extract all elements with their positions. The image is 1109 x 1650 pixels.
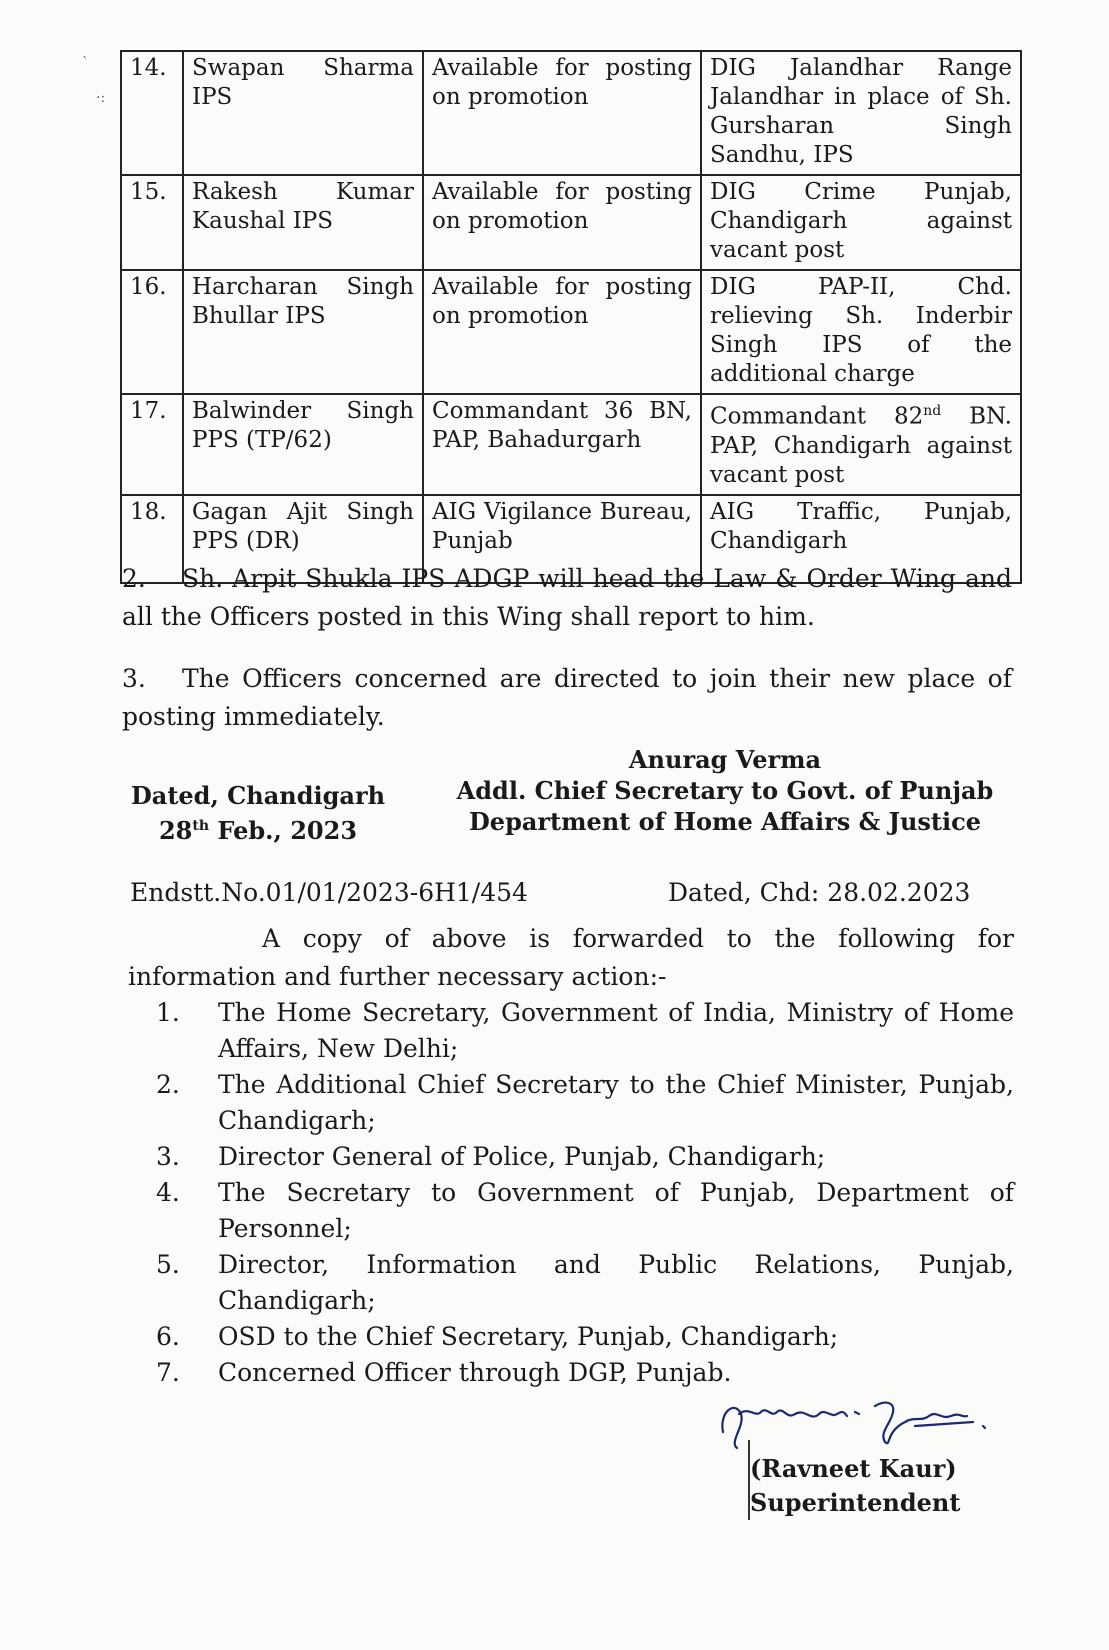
paragraph-number: 3. bbox=[122, 664, 146, 693]
recipient-list bbox=[128, 995, 1014, 1391]
table-row bbox=[121, 175, 1021, 270]
current-posting-cell: Available for posting on promotion bbox=[423, 270, 701, 394]
signatory-name: Anurag Verma bbox=[628, 745, 822, 774]
list-item-text: The Additional Chief Secretary to the Chief Minister, Punjab, Chandigarh; bbox=[218, 1070, 1014, 1135]
serial-number-cell: 15. bbox=[121, 175, 183, 270]
serial-number-cell: 18. bbox=[121, 495, 183, 583]
list-item bbox=[128, 1319, 1014, 1355]
officer-name-cell: Rakesh Kumar Kaushal IPS bbox=[183, 175, 423, 270]
table-row bbox=[121, 51, 1021, 175]
paragraph-text: The Officers concerned are directed to join their new place of posting immediately. bbox=[122, 664, 1012, 731]
serial-number-cell: 14. bbox=[121, 51, 183, 175]
scan-mark: ·: bbox=[96, 90, 106, 106]
paragraph-3 bbox=[122, 660, 1012, 736]
postings-table bbox=[120, 50, 1022, 584]
scan-mark: ` bbox=[82, 55, 89, 71]
superintendent-title: Superintendent bbox=[750, 1488, 961, 1517]
signatory-block bbox=[430, 744, 1020, 837]
list-item-number: 7. bbox=[156, 1358, 180, 1387]
list-item-number: 4. bbox=[156, 1178, 180, 1207]
dated-place: Dated, Chandigarh bbox=[130, 781, 386, 810]
list-item-number: 3. bbox=[156, 1142, 180, 1171]
list-item-number: 1. bbox=[156, 998, 180, 1027]
list-item-number: 2. bbox=[156, 1070, 180, 1099]
endorsement-date: Dated, Chd: 28.02.2023 bbox=[668, 878, 971, 907]
current-posting-cell: Commandant 36 BN, PAP, Bahadurgarh bbox=[423, 394, 701, 495]
list-item bbox=[128, 1247, 1014, 1319]
list-item bbox=[128, 1067, 1014, 1139]
table-row bbox=[121, 270, 1021, 394]
copy-forward-text: A copy of above is forwarded to the following for information and further necessary action:- bbox=[128, 924, 1014, 991]
handwritten-signature bbox=[715, 1392, 1015, 1452]
list-item-text: Concerned Officer through DGP, Punjab. bbox=[218, 1358, 732, 1387]
list-item-text: OSD to the Chief Secretary, Punjab, Chandigarh; bbox=[218, 1322, 839, 1351]
list-item-number: 6. bbox=[156, 1322, 180, 1351]
superintendent-name: (Ravneet Kaur) bbox=[750, 1454, 957, 1483]
list-item-text: The Home Secretary, Government of India, Ministry of Home Affairs, New Delhi; bbox=[218, 998, 1014, 1063]
dated-date: 28th Feb., 2023 bbox=[158, 816, 358, 845]
new-posting-cell: DIG Crime Punjab, Chandigarh against vacant post bbox=[701, 175, 1021, 270]
list-item-text: Director, Information and Public Relations, Punjab, Chandigarh; bbox=[218, 1250, 1014, 1315]
dated-block bbox=[128, 780, 388, 846]
list-item-number: 5. bbox=[156, 1250, 180, 1279]
superintendent-block bbox=[750, 1452, 960, 1520]
signatory-department: Department of Home Affairs & Justice bbox=[468, 807, 981, 836]
list-item bbox=[128, 995, 1014, 1067]
officer-name-cell: Harcharan Singh Bhullar IPS bbox=[183, 270, 423, 394]
current-posting-cell: AIG Vigilance Bureau, Punjab bbox=[423, 495, 701, 583]
new-posting-cell: DIG Jalandhar Range Jalandhar in place of Sh. Gursharan Singh Sandhu, IPS bbox=[701, 51, 1021, 175]
current-posting-cell: Available for posting on promotion bbox=[423, 51, 701, 175]
list-item bbox=[128, 1139, 1014, 1175]
signatory-designation: Addl. Chief Secretary to Govt. of Punjab bbox=[456, 776, 994, 805]
list-item-text: The Secretary to Government of Punjab, Department of Personnel; bbox=[218, 1178, 1014, 1243]
officer-name-cell: Gagan Ajit Singh PPS (DR) bbox=[183, 495, 423, 583]
table-row bbox=[121, 394, 1021, 495]
officer-name-cell: Balwinder Singh PPS (TP/62) bbox=[183, 394, 423, 495]
current-posting-cell: Available for posting on promotion bbox=[423, 175, 701, 270]
list-item-text: Director General of Police, Punjab, Chandigarh; bbox=[218, 1142, 826, 1171]
serial-number-cell: 16. bbox=[121, 270, 183, 394]
new-posting-cell: AIG Traffic, Punjab, Chandigarh bbox=[701, 495, 1021, 583]
new-posting-cell: Commandant 82nd BN. PAP, Chandigarh against vacant post bbox=[701, 394, 1021, 495]
new-posting-cell: DIG PAP-II, Chd. relieving Sh. Inderbir Singh IPS of the additional charge bbox=[701, 270, 1021, 394]
list-item bbox=[128, 1355, 1014, 1391]
paragraph-text: Sh. Arpit Shukla IPS ADGP will head the Law & Order Wing and all the Officers posted in this Wing shall report to him. bbox=[122, 564, 1012, 631]
endorsement-number: Endstt.No.01/01/2023-6H1/454 bbox=[130, 878, 528, 907]
list-item bbox=[128, 1175, 1014, 1247]
serial-number-cell: 17. bbox=[121, 394, 183, 495]
paragraph-number: 2. bbox=[122, 564, 146, 593]
officer-name-cell: Swapan Sharma IPS bbox=[183, 51, 423, 175]
paragraph-2 bbox=[122, 560, 1012, 636]
